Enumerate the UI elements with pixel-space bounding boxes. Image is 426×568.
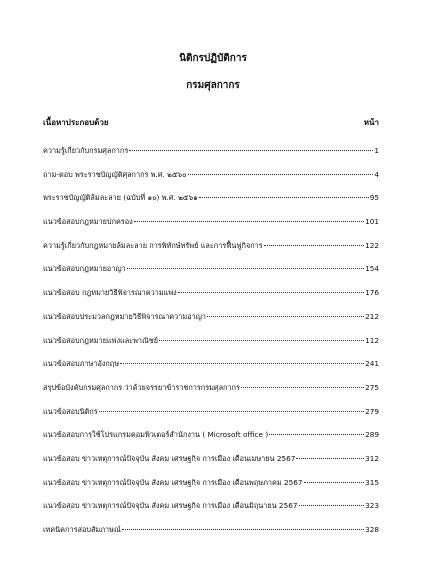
toc-entry [43,525,379,549]
toc-entry-label: สรุปข้อบังคับกรมศุลกากร ว่าด้วยจรรยาข้าราชการกรมศุลกากร [43,382,240,392]
toc-leader-dots [99,411,364,412]
toc-leader-dots [207,316,364,317]
toc-header [43,117,379,129]
toc-leader-dots [178,292,364,293]
toc-leader-dots [299,505,365,506]
toc-entry-page-number: 95 [369,193,379,203]
toc-entry [43,359,379,383]
toc-entry [43,478,379,502]
toc-leader-dots [159,340,364,341]
toc-entry-label: พระราชบัญญัติล้มละลาย (ฉบับที่ ๑๐) พ.ศ. ๒๕๖๑ [43,193,198,203]
toc-entry-page-number: 4 [374,169,379,179]
toc-header-page-label: หน้า [363,118,379,127]
toc-entry [43,430,379,454]
toc-leader-dots [188,174,374,175]
toc-entry-label: เทคนิคการสอบสัมภาษณ์ [43,525,121,534]
toc-entry [43,383,379,407]
toc-entry [43,264,379,288]
toc-entry-label: แนวข้อสอบ ข่าวเหตุการณ์ปัจจุบัน สังคม เศรษฐกิจ การเมือง เดือนพฤษภาคม 2567 [43,477,303,487]
toc-entry [43,336,379,360]
toc-entry-label: แนวข้อสอบการใช้โปรแกรมคอมพิวเตอร์สำนักงาน ( Microsoft office ) [43,430,269,440]
toc-entry-page-number: 315 [365,477,379,487]
toc-entry-label: ความรู้เกี่ยวกับกฎหมายล้มละลาย การพิทักษ์ทรัพย์ และการฟื้นฟูกิจการ [43,240,263,250]
document-title: นิติกรปฏิบัติการ [179,53,247,64]
toc-entry [43,146,379,170]
toc-entry-label: ถาม-ตอบ พระราชบัญญัติศุลกากร พ.ศ. ๒๕๖๐ [43,169,187,179]
toc-entry-label: แนวข้อสอบกฎหมายปกครอง [43,217,133,227]
document-subtitle: กรมศุลกากร [186,80,240,91]
toc-leader-dots [129,150,373,151]
toc-entry [43,288,379,312]
toc-leader-dots [241,387,364,388]
toc-leader-dots [296,458,364,459]
toc-entry-label: แนวข้อสอบ ข่าวเหตุการณ์ปัจจุบัน สังคม เศรษฐกิจ การเมือง เดือนมิถุนายน 2567 [43,501,298,511]
toc-leader-dots [304,482,365,483]
toc-leader-dots [122,529,364,530]
toc-entry [43,407,379,431]
toc-entry-page-number: 176 [365,288,379,298]
toc-entry-label: แนวข้อสอบประมวลกฎหมายวิธีพิจารณาความอาญา [43,311,206,321]
toc-leader-dots [199,197,369,198]
toc-entry-page-number: 122 [365,240,379,250]
toc-entry-label: ความรู้เกี่ยวกับกรมศุลกากร [43,146,129,155]
toc-entry-page-number: 1 [374,146,379,155]
toc-leader-dots [264,245,364,246]
toc-entry-page-number: 154 [365,264,379,274]
toc-leader-dots [134,221,364,222]
toc-entry [43,193,379,217]
toc-entry-label: แนวข้อสอบกฎหมายอาญา [43,264,126,274]
table-of-contents [43,146,379,549]
toc-header-contents-label: เนื้อหาประกอบด้วย [43,118,109,127]
toc-leader-dots [269,434,364,435]
toc-entry-label: แนวข้อสอบภาษาอังกฤษ [43,359,120,369]
toc-entry-label: แนวข้อสอบนิติกร [43,406,98,416]
toc-entry-label: แนวข้อสอบกฎหมายแพ่งและพาณิชย์ [43,335,159,345]
toc-entry-page-number: 212 [365,311,379,321]
toc-entry-page-number: 101 [365,217,379,227]
toc-entry [43,501,379,525]
toc-entry-page-number: 289 [365,430,379,440]
toc-entry [43,454,379,478]
toc-entry-page-number: 112 [365,335,379,345]
toc-entry [43,241,379,265]
toc-entry-page-number: 275 [365,382,379,392]
toc-entry-label: แนวข้อสอบ กฎหมายวิธีพิจารณาความแพ่ง [43,288,177,298]
toc-entry-page-number: 312 [365,453,379,463]
toc-entry-page-number: 328 [365,525,379,534]
toc-entry-page-number: 279 [365,406,379,416]
toc-entry-page-number: 323 [365,501,379,511]
toc-entry [43,170,379,194]
toc-entry [43,312,379,336]
toc-leader-dots [127,268,364,269]
toc-entry-page-number: 241 [365,359,379,369]
toc-entry [43,217,379,241]
toc-entry-label: แนวข้อสอบ ข่าวเหตุการณ์ปัจจุบัน สังคม เศรษฐกิจ การเมือง เดือนเมษายน 2567 [43,453,296,463]
toc-leader-dots [120,363,364,364]
